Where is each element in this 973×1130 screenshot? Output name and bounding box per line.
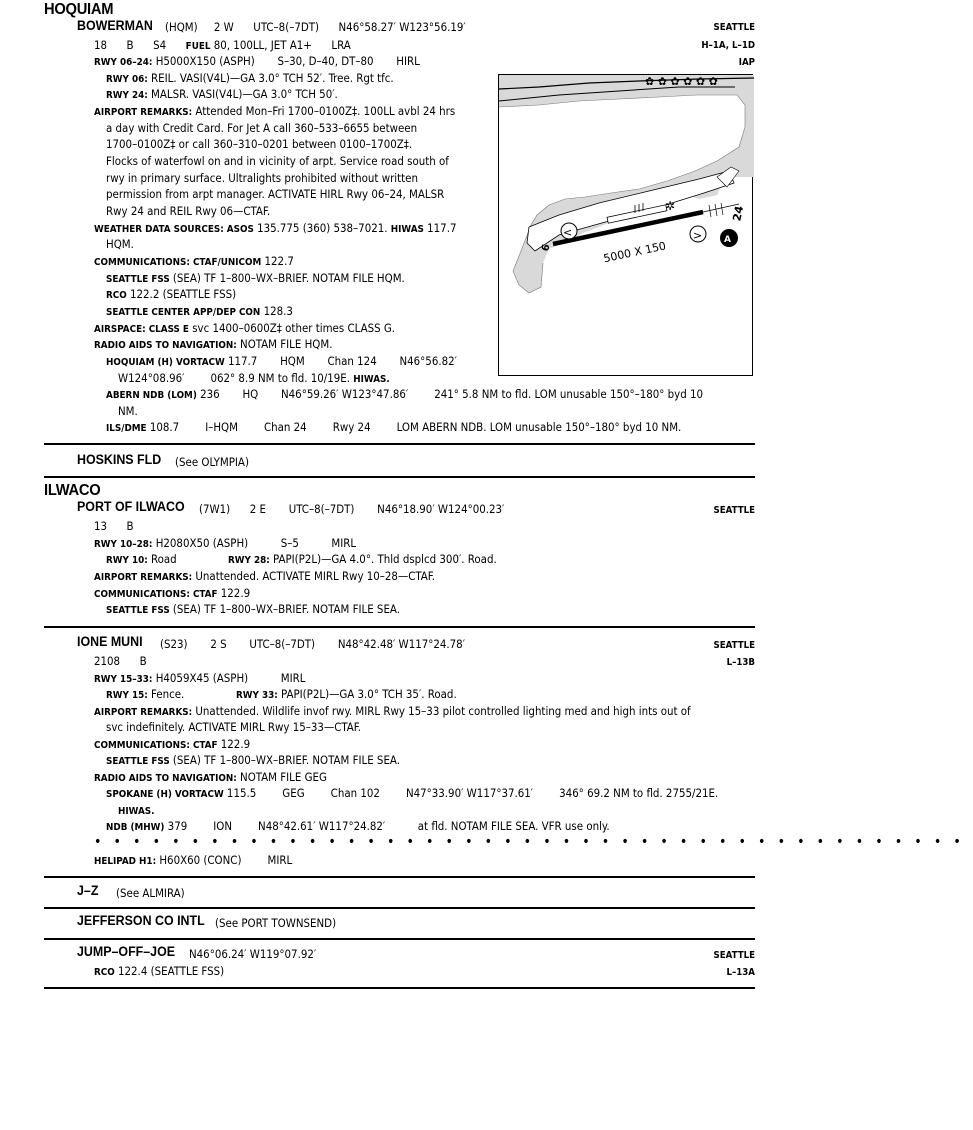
app-dep-text: 128.3	[260, 304, 293, 318]
ndb-line	[106, 387, 703, 401]
ione-vortac-text: 115.5 GEG Chan 102 N47°33.90′ W117°37.61′ 346° 69.2 NM to fld. 2755/21E.	[223, 786, 719, 800]
ione-radio-text: NOTAM FILE GEG	[236, 770, 327, 784]
elevation-text: 18 B S4	[94, 38, 186, 52]
vasi-06-mark: <	[563, 226, 573, 239]
hoskins-see-ref[interactable]: (See OLYMPIA)	[175, 455, 249, 469]
jumpoff-charts: L–13A	[726, 967, 755, 978]
ione-header: (S23) 2 S UTC–8(–7DT) N48°42.48′ W117°24.78′	[160, 637, 466, 651]
radio-aids-line	[94, 337, 332, 351]
runway24-text: MALSR. VASI(V4L)—GA 3.0° TCH 50′.	[147, 87, 338, 101]
airport-diagram	[498, 74, 753, 376]
runway24-line	[106, 87, 338, 101]
fuel-label: FUEL	[185, 41, 211, 52]
jumpoff-rco-label: RCO	[94, 967, 115, 978]
fuel-text: 80, 100LL, JET A1+ LRA	[210, 38, 351, 52]
ione-helipad-text: H60X60 (CONC) MIRL	[156, 853, 293, 867]
ione-remarks-text: Unattended. Wildlife invof rwy. MIRL Rwy 15–33 pilot controlled lighting med and high ints out of	[192, 704, 691, 718]
ilwaco-rwy10-text: Road	[147, 552, 177, 566]
ilwaco-rwy28-label: RWY 28:	[228, 555, 270, 566]
ilwaco-remarks-label: AIRPORT REMARKS:	[94, 572, 193, 583]
remarks-label: AIRPORT REMARKS:	[94, 107, 193, 118]
ione-comm-line	[94, 737, 250, 751]
ndb-label: ABERN NDB (LOM)	[106, 390, 197, 401]
jumpoff-rco-line	[94, 964, 224, 978]
vortac-line-2	[118, 371, 390, 385]
airport-name-jefferson: JEFFERSON CO INTL	[77, 913, 205, 928]
jumpoff-region: SEATTLE	[713, 950, 755, 961]
section-rule	[44, 987, 755, 989]
ione-radio-label: RADIO AIDS TO NAVIGATION:	[94, 773, 237, 784]
airspace-line	[94, 321, 395, 335]
section-rule	[44, 876, 755, 878]
comm-text: 122.7	[261, 254, 294, 268]
ils-label: ILS/DME	[106, 423, 147, 434]
runway-line	[94, 54, 420, 68]
ione-line2: 2108 B	[94, 654, 147, 668]
ilwaco-remarks-line	[94, 569, 435, 583]
ilwaco-comm-text: 122.9	[217, 586, 251, 600]
beacon-icon: ✲	[665, 199, 676, 213]
vortac-text-2: W124°08.96′ 062° 8.9 NM to fld. 10/19E.	[118, 371, 354, 385]
comm-line	[94, 254, 294, 268]
ione-vortac-line	[106, 786, 718, 800]
airspace-label: AIRSPACE: CLASS E	[94, 324, 189, 335]
radio-aids-text: NOTAM FILE HQM.	[236, 337, 333, 351]
city-heading-hoquiam: HOQUIAM	[44, 1, 114, 18]
runway06-label: RWY 06:	[106, 74, 148, 85]
jefferson-see-ref[interactable]: (See PORT TOWNSEND)	[215, 916, 337, 930]
ilwaco-header: (7W1) 2 E UTC–8(–7DT) N46°18.90′ W124°00.23′	[199, 502, 505, 516]
jumpoff-header: N46°06.24′ W119°07.92′	[189, 947, 317, 961]
ione-remarks-line-2: svc indefinitely. ACTIVATE MIRL Rwy 15–33—CTAF.	[106, 720, 362, 734]
ndb-line-2: NM.	[118, 404, 138, 418]
ilwaco-runway-label: RWY 10–28:	[94, 539, 153, 550]
hiwas-label: HIWAS	[390, 224, 424, 235]
remarks-line-1	[94, 104, 455, 118]
ione-ndb-label: NDB (MHW)	[106, 822, 165, 833]
rco-label: RCO	[106, 290, 127, 301]
iap-label: IAP	[738, 57, 755, 68]
vortac-line	[106, 354, 457, 368]
vasi-24-mark: >	[693, 229, 703, 242]
ils-line	[106, 420, 681, 434]
runway06-line	[106, 71, 394, 85]
jumpoff-rco-text: 122.4 (SEATTLE FSS)	[114, 964, 225, 978]
comm-label: COMMUNICATIONS: CTAF/UNICOM	[94, 257, 262, 268]
ilwaco-region: SEATTLE	[713, 505, 755, 516]
ilwaco-comm-label: COMMUNICATIONS: CTAF	[94, 589, 218, 600]
section-rule	[44, 443, 755, 445]
diagram-rwy24-number: 24	[730, 204, 747, 223]
ilwaco-comm-line	[94, 586, 250, 600]
remarks-line-4: Flocks of waterfowl on and in vicinity of arpt. Service road south of	[106, 154, 449, 168]
runway06-text: REIL. VASI(V4L)—GA 3.0° TCH 52′. Tree. Rgt tfc.	[147, 71, 394, 85]
ione-ndb-text: 379 ION N48°42.61′ W117°24.82′ at fld. NOTAM FILE SEA. VFR use only.	[164, 819, 610, 833]
ione-fss-label: SEATTLE FSS	[106, 756, 170, 767]
svg-text:✿ ✿ ✿ ✿ ✿ ✿: ✿ ✿ ✿ ✿ ✿ ✿	[645, 75, 718, 88]
remarks-text: Attended Mon–Fri 1700–0100Z‡. 100LL avbl 24 hrs	[192, 104, 456, 118]
ione-fss-text: (SEA) TF 1–800–WX–BRIEF. NOTAM FILE SEA.	[169, 753, 400, 767]
ilwaco-line2: 13 B	[94, 519, 134, 533]
fss-line	[106, 271, 405, 285]
ione-helipad-label: HELIPAD H1:	[94, 856, 157, 867]
asos-symbol-mark: A	[724, 235, 731, 245]
fss-label: SEATTLE FSS	[106, 274, 170, 285]
weather-text: 135.775 (360) 538–7021.	[253, 221, 391, 235]
weather-label: WEATHER DATA SOURCES: ASOS	[94, 224, 254, 235]
diagram-rwy06-number: 6	[540, 243, 553, 253]
ione-radio-line	[94, 770, 327, 784]
ilwaco-fss-text: (SEA) TF 1–800–WX–BRIEF. NOTAM FILE SEA.	[169, 602, 400, 616]
ils-text: 108.7 I–HQM Chan 24 Rwy 24 LOM ABERN NDB. LOM unusable 150°–180° byd 10 NM.	[146, 420, 682, 434]
ilwaco-runway-line	[94, 536, 356, 550]
diagram-runway-dims: 5000 X 150	[602, 239, 668, 266]
ione-vortac-hiwas: HIWAS.	[118, 806, 155, 817]
runway24-label: RWY 24:	[106, 90, 148, 101]
ione-comm-label: COMMUNICATIONS: CTAF	[94, 740, 218, 751]
ilwaco-rwy28-text: PAPI(P2L)—GA 4.0°. Thld dsplcd 300′. Road.	[269, 552, 497, 566]
ione-ndb-line	[106, 819, 610, 833]
airport-name-bowerman: BOWERMAN	[77, 18, 153, 33]
section-rule	[44, 626, 755, 628]
airport-diagram-svg	[499, 75, 754, 377]
ilwaco-remarks-text: Unattended. ACTIVATE MIRL Rwy 10–28—CTAF.	[192, 569, 436, 583]
vortac-label: HOQUIAM (H) VORTACW	[106, 357, 225, 368]
tree-symbols	[645, 75, 718, 88]
ione-remarks-line	[94, 704, 691, 718]
airport-name-jz: J–Z	[77, 883, 99, 898]
runway-text: H5000X150 (ASPH) S–30, D–40, DT–80 HIRL	[152, 54, 420, 68]
airspace-text: svc 1400–0600Z‡ other times CLASS G.	[188, 321, 396, 335]
airport-name-port-of-ilwaco: PORT OF ILWACO	[77, 499, 185, 514]
runway-label: RWY 06–24:	[94, 57, 153, 68]
airport-line2	[94, 38, 351, 52]
dotted-separator: •••••••••••••••••••••••••••••••••••••••••••••	[94, 834, 973, 850]
region-label: SEATTLE	[713, 22, 755, 33]
ione-comm-text: 122.9	[217, 737, 251, 751]
ione-remarks-label: AIRPORT REMARKS:	[94, 707, 193, 718]
section-rule	[44, 938, 755, 940]
remarks-line-7: Rwy 24 and REIL Rwy 06—CTAF.	[106, 204, 271, 218]
ione-runway-label: RWY 15–33:	[94, 674, 153, 685]
ione-rwy15-line	[106, 687, 184, 701]
remarks-line-5: rwy in primary surface. Ultralights prohibited without written	[106, 171, 418, 185]
app-dep-line	[106, 304, 293, 318]
ilwaco-runway-text: H2080X50 (ASPH) S–5 MIRL	[152, 536, 357, 550]
rco-text: 122.2 (SEATTLE FSS)	[126, 287, 237, 301]
rco-line	[106, 287, 236, 301]
airport-name-jump-off-joe: JUMP–OFF–JOE	[77, 944, 176, 959]
ilwaco-rwy28-line	[228, 552, 497, 566]
vortac-text: 117.7 HQM Chan 124 N46°56.82′	[224, 354, 457, 368]
ndb-text: 236 HQ N46°59.26′ W123°47.86′ 241° 5.8 NM to fld. LOM unusable 150°–180° byd 10	[196, 387, 704, 401]
ione-charts: L–13B	[726, 657, 755, 668]
jz-see-ref[interactable]: (See ALMIRA)	[116, 886, 185, 900]
ione-fss-line	[106, 753, 400, 767]
hiwas-freq: 117.7	[423, 221, 457, 235]
airport-header: (HQM) 2 W UTC–8(–7DT) N46°58.27′ W123°56.19′	[165, 20, 466, 34]
section-rule	[44, 907, 755, 909]
airport-name-hoskins: HOSKINS FLD	[77, 452, 162, 467]
weather-line	[94, 221, 456, 235]
ilwaco-rwy10-label: RWY 10:	[106, 555, 148, 566]
app-dep-label: SEATTLE CENTER APP/DEP CON	[106, 307, 261, 318]
radio-aids-label: RADIO AIDS TO NAVIGATION:	[94, 340, 237, 351]
ione-helipad-line	[94, 853, 292, 867]
ione-runway-line	[94, 671, 305, 685]
chart-refs: H–1A, L–1D	[701, 40, 755, 51]
ione-rwy33-line	[236, 687, 457, 701]
remarks-line-2: a day with Credit Card. For Jet A call 360–533–6655 between	[106, 121, 418, 135]
ione-runway-text: H4059X45 (ASPH) MIRL	[152, 671, 306, 685]
ione-vortac-label: SPOKANE (H) VORTACW	[106, 789, 224, 800]
ione-rwy15-label: RWY 15:	[106, 690, 148, 701]
ilwaco-rwy10-line	[106, 552, 177, 566]
airport-name-ione-muni: IONE MUNI	[77, 634, 143, 649]
ione-region: SEATTLE	[713, 640, 755, 651]
ione-rwy33-label: RWY 33:	[236, 690, 278, 701]
fss-text: (SEA) TF 1–800–WX–BRIEF. NOTAM FILE HQM.	[169, 271, 405, 285]
ilwaco-fss-label: SEATTLE FSS	[106, 605, 170, 616]
city-heading-ilwaco: ILWACO	[44, 482, 101, 499]
ione-rwy33-text: PAPI(P2L)—GA 3.0° TCH 35′. Road.	[277, 687, 457, 701]
remarks-line-6: permission from arpt manager. ACTIVATE HIRL Rwy 06–24, MALSR	[106, 187, 445, 201]
ione-rwy15-text: Fence.	[147, 687, 185, 701]
section-rule	[44, 476, 755, 478]
ione-vortac-line-2	[118, 803, 154, 817]
vortac-hiwas: HIWAS.	[353, 374, 390, 385]
weather-line-2: HQM.	[106, 237, 134, 251]
ilwaco-fss-line	[106, 602, 400, 616]
remarks-line-3: 1700–0100Z‡ or call 360–310–0201 between 0100–1700Z‡.	[106, 137, 413, 151]
